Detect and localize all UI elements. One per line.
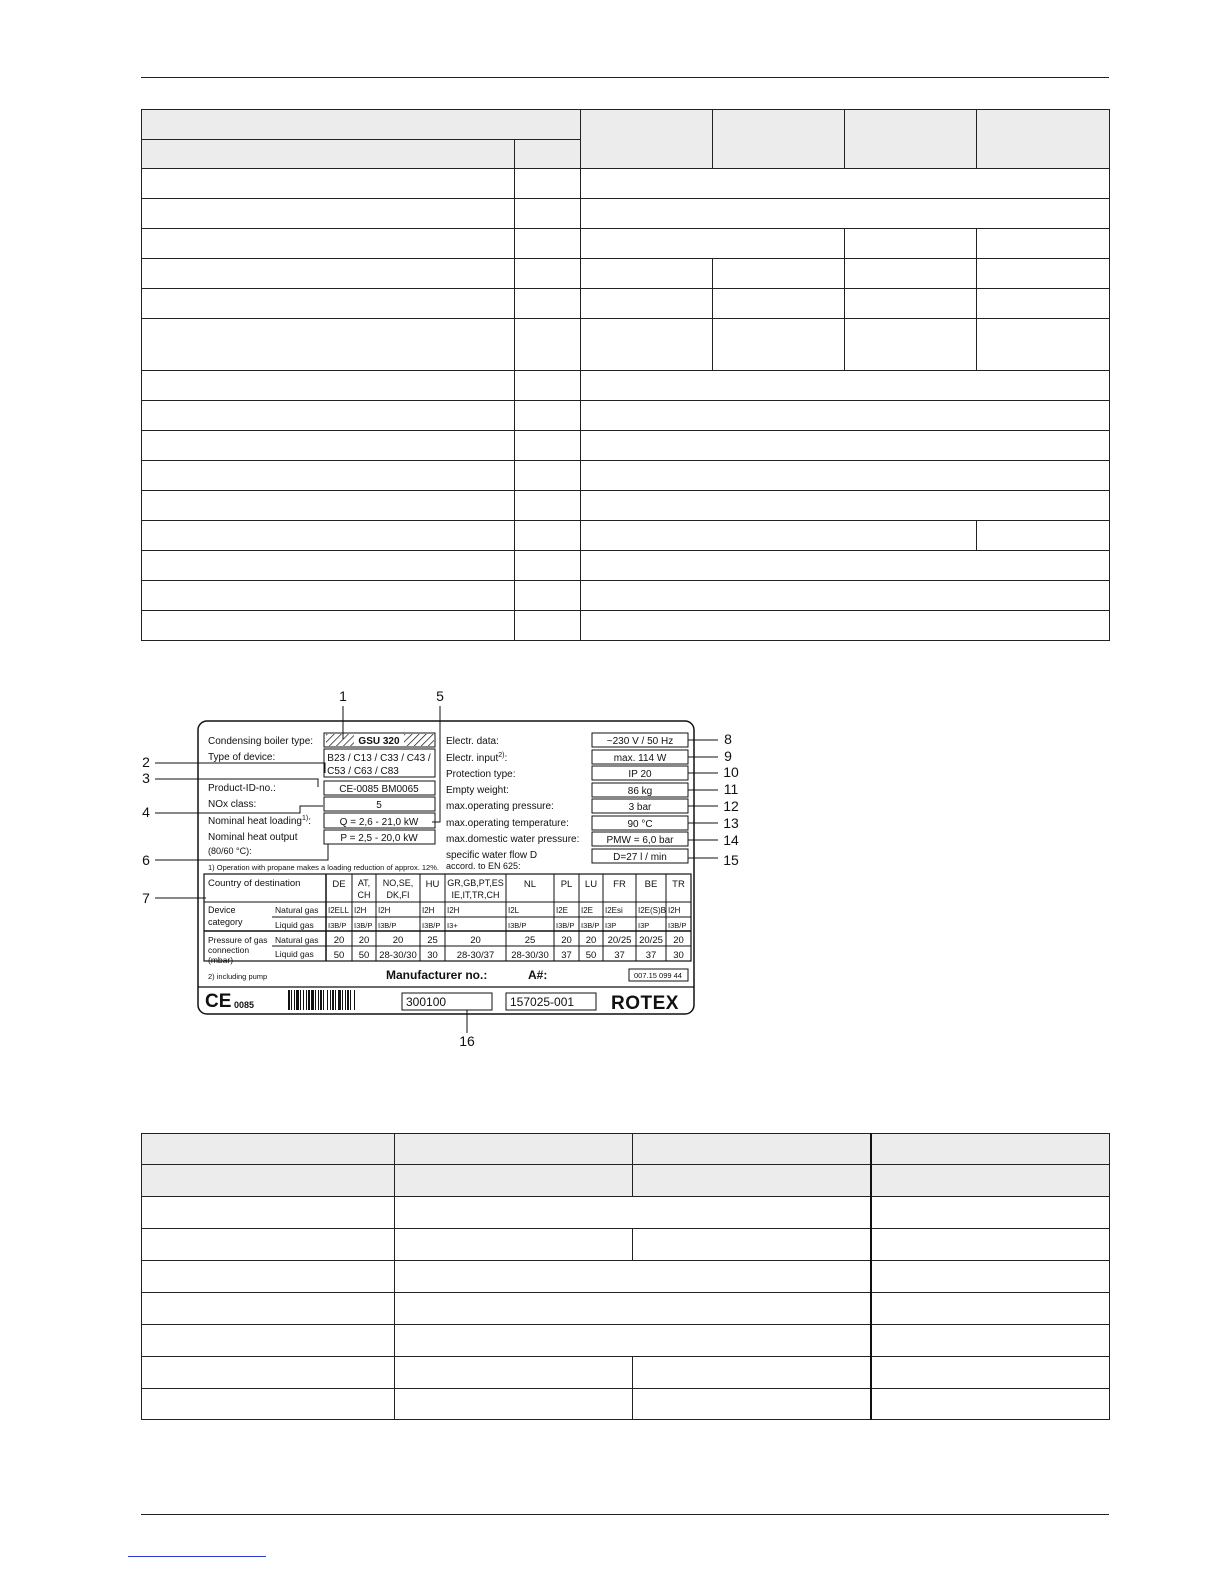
brand-logo: ROTEX	[611, 993, 679, 1014]
country-cell: NO,SE,	[382, 878, 414, 888]
liquid-category-cell: I3B/P	[668, 921, 687, 930]
value-heat-loading: Q = 2,6 - 21,0 kW	[339, 817, 419, 828]
value-heat-output: P = 2,5 - 20,0 kW	[340, 833, 418, 844]
liquid-gas-label: Liquid gas	[275, 949, 314, 959]
label-electr-data: Electr. data:	[446, 736, 499, 747]
barcode-bar	[294, 990, 295, 1010]
liquid-category-cell: I3B/P	[508, 921, 527, 930]
country-cell: CH	[357, 890, 371, 900]
pressure-label: Pressure of gas	[208, 935, 268, 945]
callout-11: 11	[723, 781, 739, 797]
natural-category-cell: I2H	[422, 906, 435, 915]
label-heat-output-sub: (80/60 °C):	[208, 846, 252, 856]
serial-2: 157025-001	[510, 995, 575, 1009]
barcode-bar	[350, 990, 351, 1010]
doc-number: 007.15 099 44	[634, 971, 682, 980]
footnote-2: 2) including pump	[208, 972, 268, 981]
label-device-type: Type of device:	[208, 752, 276, 763]
label-weight: Empty weight:	[446, 785, 509, 796]
callout-4: 4	[142, 804, 150, 820]
value-product-id: CE-0085 BM0065	[339, 784, 419, 795]
table-row	[142, 1357, 1110, 1389]
natural-category-cell: I2H	[378, 906, 391, 915]
value-op-pressure: 3 bar	[628, 802, 652, 813]
natural-pressure-cell: 20	[392, 935, 404, 946]
value-device-type-2: C53 / C63 / C83	[327, 766, 399, 777]
country-cell: GR,GB,PT,ES	[447, 878, 504, 888]
barcode-bar	[311, 990, 314, 1010]
natural-pressure-cell: 20	[333, 935, 345, 946]
barcode-bar	[342, 990, 343, 1010]
callout-7: 7	[142, 890, 150, 906]
barcode-bar	[347, 990, 349, 1010]
natural-category-cell: I2H	[354, 906, 367, 915]
callout-15: 15	[723, 852, 739, 868]
liquid-pressure-cell: 37	[645, 950, 657, 961]
value-nox: 5	[376, 800, 382, 811]
value-op-temp: 90 °C	[627, 819, 653, 830]
natural-category-cell: I2H	[668, 906, 681, 915]
label-heat-loading: Nominal heat loading$^{1)}$:	[208, 815, 311, 827]
value-boiler-type: GSU 320	[358, 736, 400, 747]
barcode-bar	[345, 990, 346, 1010]
barcode-bar	[300, 990, 301, 1010]
callout-8: 8	[724, 731, 732, 747]
liquid-pressure-cell: 30	[673, 950, 684, 961]
barcode-bar	[323, 990, 324, 1010]
barcode-bar	[320, 990, 322, 1010]
liquid-pressure-cell: 50	[358, 950, 370, 961]
label-water-flow-1: specific water flow D	[446, 850, 538, 861]
natural-pressure-cell: 20	[673, 935, 684, 946]
country-cell: TR	[672, 879, 685, 890]
table-row	[142, 1325, 1110, 1357]
value-water-flow: D=27 l / min	[613, 852, 667, 863]
country-label: Country of destination	[208, 878, 301, 889]
liquid-pressure-cell: 50	[585, 950, 597, 961]
country-cell: PL	[560, 879, 573, 890]
barcode-bar	[306, 990, 307, 1010]
barcode-bar	[318, 990, 319, 1010]
liquid-category-cell: I3B/P	[556, 921, 575, 930]
callout-3: 3	[142, 770, 150, 786]
footer-link-underline[interactable]	[128, 1556, 266, 1557]
liquid-pressure-cell: 28-30/30	[379, 950, 417, 961]
country-cell: DE	[332, 879, 346, 890]
barcode-bar	[296, 990, 299, 1010]
label-product-id: Product-ID-no.:	[208, 783, 276, 794]
natural-category-cell: I2Esi	[605, 906, 623, 915]
ce-number: 0085	[234, 1000, 255, 1010]
liquid-category-cell: I3B/P	[354, 921, 373, 930]
liquid-pressure-cell: 50	[333, 950, 345, 961]
country-cell: NL	[523, 879, 537, 890]
country-cell: BE	[644, 879, 658, 890]
table-row	[142, 1229, 1110, 1261]
natural-category-cell: I2E(S)B	[638, 906, 667, 915]
device-category-label: category	[208, 917, 243, 927]
callout-10: 10	[723, 764, 739, 780]
callout-6: 6	[142, 852, 150, 868]
callout-5: 5	[436, 688, 444, 704]
natural-category-cell: I2E	[556, 906, 569, 915]
natural-pressure-cell: 20/25	[639, 935, 663, 946]
label-heat-output: Nominal heat output	[208, 832, 298, 843]
value-dhw-pressure: PMW = 6,0 bar	[606, 835, 674, 846]
callout-13: 13	[723, 815, 739, 831]
label-protection: Protection type:	[446, 769, 516, 780]
table-row	[142, 1165, 1110, 1197]
country-cell: LU	[584, 879, 598, 890]
natural-category-cell: I2ELL	[328, 906, 349, 915]
country-cell: IE,IT,TR,CH	[451, 890, 500, 900]
country-grid	[204, 874, 691, 965]
serial-1: 300100	[406, 995, 447, 1009]
value-device-type-1: B23 / C13 / C33 / C43 /	[327, 753, 431, 764]
liquid-category-cell: I3P	[605, 921, 617, 930]
country-cell: AT,	[357, 878, 371, 888]
callout-1: 1	[339, 688, 347, 704]
natural-gas-label: Natural gas	[275, 935, 319, 945]
barcode-bar	[354, 990, 355, 1010]
country-cell: HU	[425, 879, 440, 890]
callout-2: 2	[142, 754, 150, 770]
barcode-bar	[332, 990, 334, 1010]
barcode-bar	[330, 990, 331, 1010]
callout-16: 16	[459, 1033, 475, 1049]
liquid-pressure-cell: 28-30/37	[456, 950, 495, 961]
country-cell: FR	[613, 879, 626, 890]
liquid-pressure-cell: 30	[427, 950, 438, 961]
natural-pressure-cell: 20	[585, 935, 597, 946]
barcode-bar	[291, 990, 292, 1010]
callout-14: 14	[723, 832, 739, 848]
liquid-pressure-cell: 37	[614, 950, 625, 961]
label-electr-input: Electr. input$^{2)}$:	[446, 752, 508, 764]
manufacturer-label: Manufacturer no.:	[386, 968, 488, 982]
label-water-flow-2: accord. to EN 625:	[446, 861, 521, 871]
liquid-category-cell: I3B/P	[422, 921, 441, 930]
table-row	[142, 1293, 1110, 1325]
natural-gas-label: Natural gas	[275, 905, 319, 915]
lower-table	[141, 1133, 1110, 1420]
barcode-bar	[303, 990, 304, 1010]
footnote-1: 1) Operation with propane makes a loading reduction of approx. 12%.	[208, 863, 439, 872]
a-label: A#:	[528, 968, 548, 982]
liquid-pressure-cell: 37	[561, 950, 572, 961]
natural-pressure-cell: 25	[524, 935, 536, 946]
country-cell: DK,FI	[386, 890, 410, 900]
barcode-bar	[327, 990, 328, 1010]
value-weight: 86 kg	[627, 786, 653, 797]
natural-category-cell: I2L	[508, 906, 520, 915]
natural-category-cell: I2E	[581, 906, 594, 915]
callout-9: 9	[724, 748, 732, 764]
natural-pressure-cell: 20/25	[607, 935, 632, 946]
barcode-bar	[288, 990, 290, 1010]
barcode-bar	[335, 990, 336, 1010]
barcode-image	[288, 990, 355, 1010]
device-category-label: Device	[208, 905, 236, 915]
pressure-label: (mbar)	[208, 955, 234, 965]
value-protection: IP 20	[628, 769, 652, 780]
label-nox: NOx class:	[208, 799, 257, 810]
pressure-label: connection	[208, 945, 250, 955]
value-electr-input: max. 114 W	[613, 753, 667, 764]
table-row	[142, 1197, 1110, 1229]
liquid-category-cell: I3+	[447, 921, 458, 930]
natural-pressure-cell: 20	[561, 935, 572, 946]
table-row	[142, 1261, 1110, 1293]
table-row	[142, 1134, 1110, 1165]
label-dhw-pressure: max.domestic water pressure:	[446, 834, 580, 845]
liquid-category-cell: I3B/P	[581, 921, 600, 930]
natural-pressure-cell: 20	[470, 935, 481, 946]
label-op-temp: max.operating temperature:	[446, 818, 569, 829]
label-op-pressure: max.operating pressure:	[446, 801, 554, 812]
liquid-pressure-cell: 28-30/30	[511, 950, 549, 961]
liquid-category-cell: I3B/P	[328, 921, 347, 930]
ce-mark: CE	[205, 991, 232, 1012]
value-electr-data: ~230 V / 50 Hz	[606, 736, 674, 747]
label-boiler-type: Condensing boiler type:	[208, 736, 314, 747]
natural-category-cell: I2H	[447, 906, 460, 915]
bottom-rule	[141, 1514, 1109, 1515]
natural-pressure-cell: 25	[427, 935, 438, 946]
barcode-bar	[338, 990, 341, 1010]
liquid-category-cell: I3B/P	[378, 921, 397, 930]
liquid-category-cell: I3P	[638, 921, 650, 930]
natural-pressure-cell: 20	[358, 935, 370, 946]
callout-12: 12	[723, 798, 739, 814]
table-row	[142, 1389, 1110, 1420]
barcode-bar	[315, 990, 316, 1010]
liquid-gas-label: Liquid gas	[275, 920, 314, 930]
barcode-bar	[308, 990, 310, 1010]
